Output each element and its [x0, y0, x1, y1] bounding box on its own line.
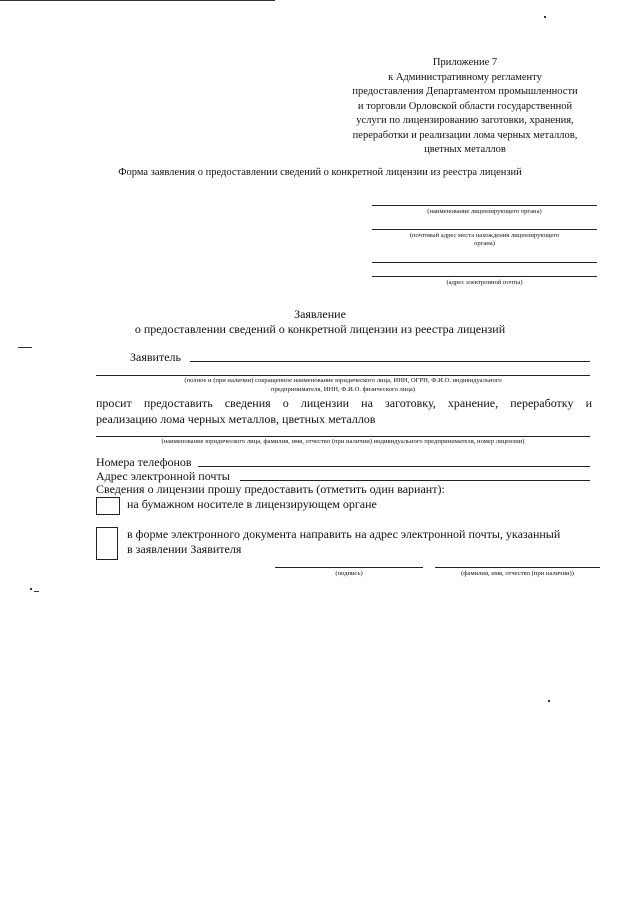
- appendix-line: цветных металлов: [424, 144, 506, 155]
- licensee-field[interactable]: [96, 436, 590, 437]
- applicant-field-2[interactable]: [96, 375, 590, 376]
- postal-address-caption: (почтовый адрес места нахождения лицензирующего: [409, 232, 560, 239]
- scan-speck: [544, 16, 546, 18]
- email-field[interactable]: [240, 480, 590, 481]
- scan-mark: [18, 347, 32, 348]
- document-subtitle: о предоставлении сведений о конкретной лицензии из реестра лицензий: [134, 322, 506, 336]
- paper-option-label: на бумажном носителе в лицензирующем органе: [127, 497, 377, 511]
- appendix-block: [320, 56, 610, 158]
- request-text-line: просит предоставить сведения о лицензии на заготовку, хранение, переработку и: [96, 396, 592, 410]
- request-text-line: реализацию лома черных металлов, цветных металлов: [96, 412, 376, 426]
- licensee-caption: (наименование юридического лица, фамилия, имя, отчество (при наличии) индивидуального предпринимателя, номер лицензии): [161, 438, 525, 445]
- scan-speck: [30, 588, 32, 590]
- org-name-caption: (наименование лицензирующего органа): [427, 208, 542, 215]
- full-name-caption: (фамилия, имя, отчество (при наличии)): [461, 570, 574, 577]
- appendix-line: предоставления Департаментом промышленности: [352, 86, 578, 97]
- scan-mark: [34, 591, 39, 592]
- delivery-prompt: Сведения о лицензии прошу предоставить (отметить один вариант):: [96, 482, 445, 496]
- scan-speck: [548, 700, 550, 702]
- electronic-option-checkbox[interactable]: [96, 527, 118, 560]
- applicant-label: Заявитель: [130, 350, 181, 364]
- full-name-field[interactable]: [435, 567, 600, 568]
- scan-edge-line: [0, 0, 275, 1]
- signature-field[interactable]: [275, 567, 423, 568]
- email-label: Адрес электронной почты: [96, 469, 230, 483]
- phone-field[interactable]: [198, 466, 590, 467]
- signature-caption: (подпись): [335, 570, 363, 577]
- phone-label: Номера телефонов: [96, 455, 192, 469]
- applicant-caption: предпринимателя, ИНН, Ф.И.О. физического лица): [270, 386, 416, 393]
- appendix-line: переработки и реализации лома черных металлов,: [352, 129, 578, 141]
- paper-option-checkbox[interactable]: [96, 497, 120, 515]
- appendix-line: и торговли Орловской области государственной: [357, 100, 573, 112]
- appendix-line: к Административному регламенту: [388, 71, 542, 83]
- postal-address-caption: органа): [474, 240, 495, 247]
- email-address-caption: (адрес электронной почты): [446, 279, 523, 286]
- postal-address-field[interactable]: [372, 229, 597, 230]
- form-title: Форма заявления о предоставлении сведений о конкретной лицензии из реестра лицензий: [118, 167, 522, 178]
- org-name-field[interactable]: [372, 205, 597, 206]
- appendix-line: услуги по лицензированию заготовки, хранения,: [356, 115, 574, 126]
- electronic-option-label: в форме электронного документа направить на адрес электронной почты, указанный: [127, 527, 561, 541]
- applicant-field[interactable]: [190, 361, 590, 362]
- email-address-field[interactable]: [372, 276, 597, 277]
- postal-address-field-2[interactable]: [372, 262, 597, 263]
- applicant-caption: (полное и (при наличии) сокращенное наименование юридического лица, ИНН, ОГРН, Ф.И.О. индивидуального: [184, 377, 502, 384]
- document-title: Заявление: [294, 307, 346, 321]
- appendix-line: Приложение 7: [432, 57, 498, 68]
- electronic-option-label: в заявлении Заявителя: [127, 542, 242, 556]
